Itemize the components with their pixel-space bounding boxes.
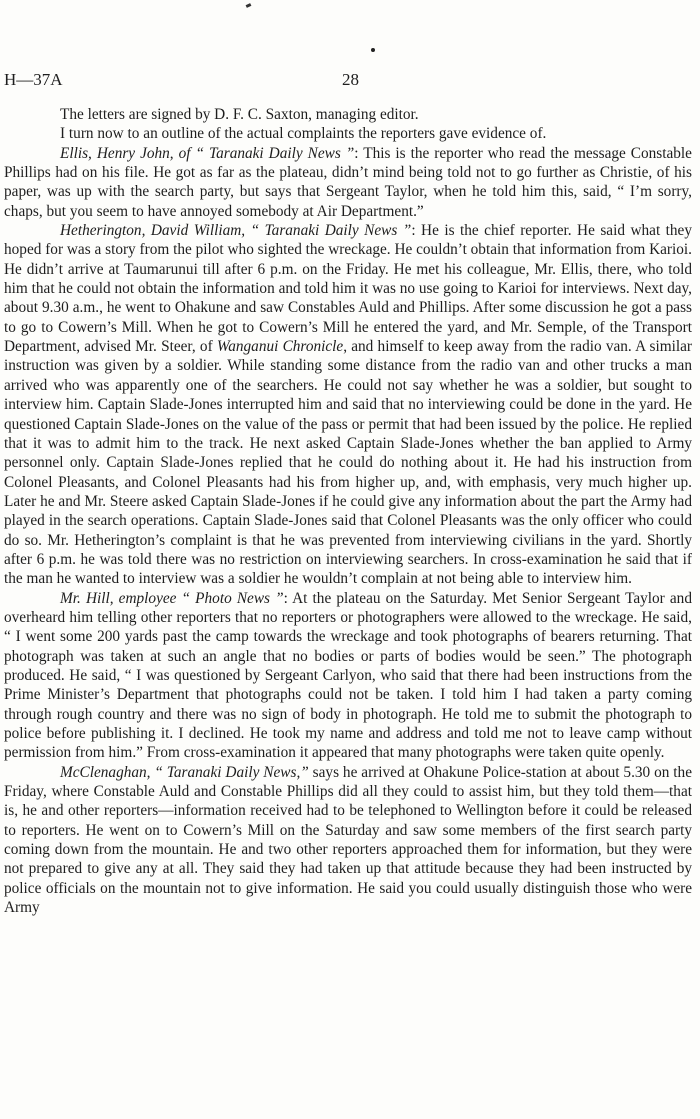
paragraph <box>4 124 692 143</box>
text-run: : At the plateau on the Saturday. Met Senior Sergeant Taylor and overheard him telling other reporters that no reporters or photographers were allowed to the wreckage. He said, “ I went some 200 yards past the camp towards the wreckage and took photographs of bearers returning. That photograph was taken at such an angle that no bodies or parts of bodies would be seen.” The photograph produced. He said, “ I was questioned by Sergeant Carlyon, who said that there had been instructions from the Prime Minister’s Department that photographs could not be taken. I told him I had taken a party coming through rough country and there was no sign of body in photograph. He told me to submit the photograph to police before publishing it. I declined. He took my name and address and told me not to leave camp without permission from him.” From cross-examination it appeared that many photographs were taken quite openly. <box>4 589 692 762</box>
publication-name: Wanganui Chronicle <box>216 338 344 356</box>
text-run: , and himself to keep away from the radio van. A similar instruction was given by a soldier. While standing some distance from the radio van and other trucks a man arrived who was apparently one of the searchers. He could not say whether he was a soldier, but sought to interview him. Captain Slade-Jones interrupted him and said that no interviewing could be done in the yard. He questioned Captain Slade-Jones on the value of the pass or permit that had been issued by the police. He replied that it was to admit him to the track. He next asked Captain Slade-Jones whether the ban applied to Army personnel only. Captain Slade-Jones replied that he could do nothing about it. He had his instruction from Colonel Pleasants, and Colonel Pleasants had his from higher up, and, with emphasis, very much higher up. Later he and Mr. Steere asked Captain Slade-Jones if he could give any information about the part the Army had played in the search operations. Captain Slade-Jones said that Colonel Pleasants was the only officer who could do so. Mr. Hetherington’s complaint is that he was prevented from interviewing civilians in the yard. Shortly after 6 p.m. he was told there was no restriction on interviewing searchers. In cross-examination he said that if the man he wanted to interview was a soldier he wouldn’t complain at not being able to interview him. <box>4 338 693 588</box>
witness-name: Hetherington, David William, “ Taranaki Daily News ” <box>60 222 412 240</box>
witness-name: Mr. Hill, employee “ Photo News ” <box>60 589 284 607</box>
text-run: : He is the chief reporter. He said what they hoped for was a story from the pilot who sighted the wreckage. He couldn’t obtain that information from Karioi. He didn’t arrive at Taumarunui till after 6 p.m. on the Friday. He met his colleague, Mr. Ellis, there, who told him that he could not obtain the information and told him it was no use going to Karioi for interviews. Next day, about 9.30 a.m., he went to Ohakune and saw Constables Auld and Phillips. After some discussion he got a pass to go to Cowern’s Mill. When he got to Cowern’s Mill he entered the yard, and Mr. Semple, of the Transport Department, advised Mr. Steer, of <box>4 222 692 356</box>
ink-mark <box>246 3 252 8</box>
text-run: says he arrived at Ohakune Police-station at about 5.30 on the Friday, where Constable Auld and Constable Phillips did all they could to assist him, but they told them—that is, he and other reporters—information received had to be telephoned to Wellington before it could be released to reporters. He went on to Cowern’s Mill on the Saturday and saw some members of the first search party coming down from the mountain. He and two other reporters approached them for information, but they were not prepared to give any at all. They said they had taken up that attitude because they had been instructed by police officials on the mountain not to give information. He said you could usually distinguish those who were Army <box>4 763 692 917</box>
text-run: : This is the reporter who read the message Constable Phillips had on his file. He got as far as the plateau, didn’t mind being told not to go further as Christie, of his paper, was up with the search party, but says that Sergeant Taylor, when he told him this, said, “ I’m sorry, chaps, but you seem to have annoyed somebody at Air Department.” <box>4 144 692 220</box>
paragraph <box>4 589 692 763</box>
page-number: 28 <box>342 70 359 89</box>
paragraph <box>4 144 692 221</box>
page-header <box>4 68 692 96</box>
paragraph <box>4 763 692 918</box>
text-run: The letters are signed by D. F. C. Saxton, managing editor. <box>60 106 419 123</box>
witness-name: McClenaghan, “ Taranaki Daily News,” <box>60 763 309 781</box>
paragraph <box>4 105 692 124</box>
text-run: I turn now to an outline of the actual complaints the reporters gave evidence of. <box>60 125 547 143</box>
witness-name: Ellis, Henry John, of “ Taranaki Daily News ” <box>60 144 355 162</box>
body-text <box>4 105 692 917</box>
ink-dot <box>371 48 375 52</box>
paragraph <box>4 221 692 589</box>
document-reference: H—37A <box>4 70 63 89</box>
